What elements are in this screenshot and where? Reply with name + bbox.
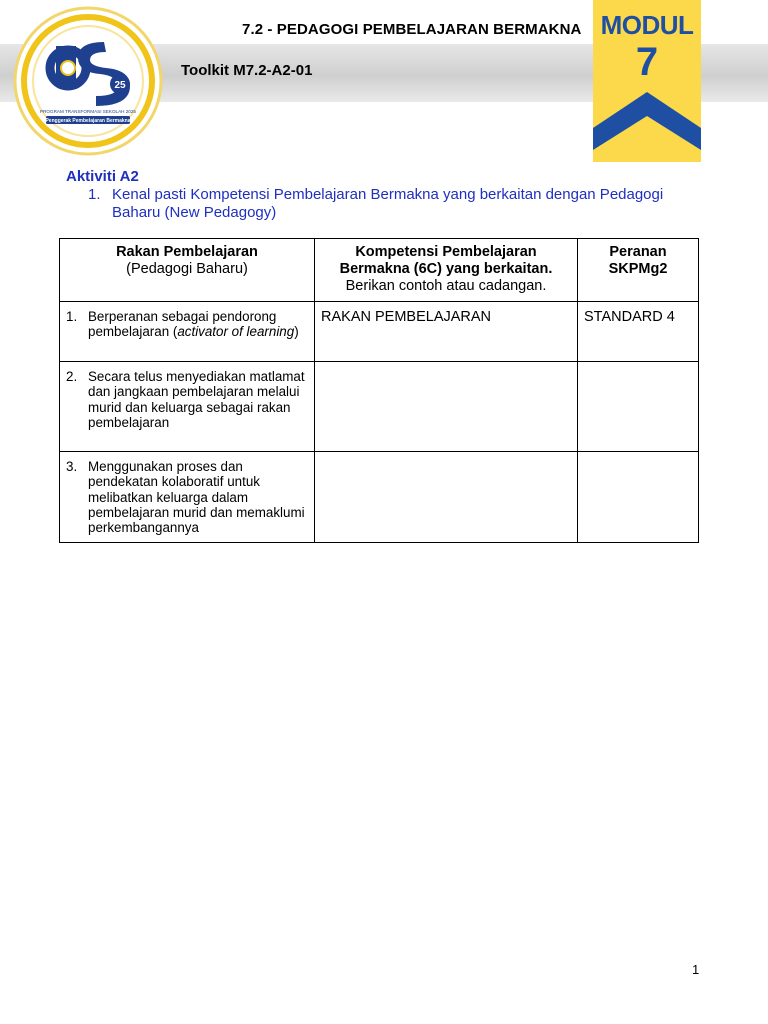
row-2-text: Secara telus menyediakan matlamat dan jangkaan pembelajaran melalui murid dan keluarga sebagai rakan pembelajaran	[88, 369, 305, 430]
row-2-number: 2.	[66, 369, 78, 384]
row-2-role-cell[interactable]	[578, 362, 699, 452]
row-3-role	[578, 452, 698, 466]
activity-item	[66, 186, 706, 222]
row-3-text: Menggunakan proses dan pendekatan kolaboratif untuk melibatkan keluarga dalam pembelajaran murid dan memaklumi perkembangannya	[88, 459, 305, 536]
table-header-row	[60, 239, 699, 302]
row-2-role	[578, 362, 698, 376]
row-3-competency	[315, 452, 577, 466]
row-1-competency: RAKAN PEMBELAJARAN	[321, 309, 492, 325]
activity-section	[66, 168, 706, 222]
header-peranan-bold: Peranan SKPMg2	[608, 244, 668, 277]
chevron-up-icon	[593, 90, 701, 162]
activity-title: Aktiviti A2	[66, 168, 139, 185]
row-3-role-cell[interactable]	[578, 452, 699, 543]
header-peranan	[578, 239, 699, 302]
competency-table	[59, 238, 699, 543]
header-rakan	[60, 239, 315, 302]
row-2-competency-cell[interactable]	[315, 362, 578, 452]
row-3-rakan	[60, 452, 315, 543]
logo-line2: Penggerak Pembelajaran Bermakna	[45, 118, 131, 124]
page-header-title: 7.2 - PEDAGOGI PEMBELAJARAN BERMAKNA	[242, 21, 582, 38]
row-3-competency-cell[interactable]	[315, 452, 578, 543]
modul-badge	[593, 0, 701, 162]
row-1-number: 1.	[66, 309, 78, 324]
header-kompetensi-bold: Kompetensi Pembelajaran Bermakna (6C) yang berkaitan.	[339, 244, 553, 277]
row-1-after: )	[294, 324, 299, 340]
table-row	[60, 362, 699, 452]
row-1-competency-cell[interactable]	[315, 302, 578, 362]
activity-item-text: Kenal pasti Kompetensi Pembelajaran Bermakna yang berkaitan dengan Pedagogi Baharu (New Pedagogy)	[112, 186, 664, 221]
row-3-number: 3.	[66, 459, 78, 474]
header-kompetensi-sub: Berikan contoh atau cadangan.	[345, 278, 547, 294]
table-row	[60, 452, 699, 543]
row-1-text: Berperanan sebagai pendorong pembelajaran (	[88, 309, 277, 340]
header-kompetensi	[315, 239, 578, 302]
modul-badge-number: 7	[635, 40, 659, 84]
row-2-competency	[315, 362, 577, 376]
table-row	[60, 302, 699, 362]
row-1-role-cell[interactable]	[578, 302, 699, 362]
logo-mark-text: 25	[114, 80, 126, 91]
activity-item-number: 1.	[88, 186, 101, 203]
school-transformation-logo	[8, 6, 170, 156]
logo-line1: PROGRAM TRANSFORMASI SEKOLAH 2025	[40, 109, 136, 114]
page-number: 1	[692, 962, 700, 977]
row-1-role: STANDARD 4	[584, 309, 675, 325]
row-2-rakan	[60, 362, 315, 452]
modul-badge-word: MODUL	[600, 10, 694, 40]
row-1-rakan	[60, 302, 315, 362]
header-rakan-sub: (Pedagogi Baharu)	[126, 261, 248, 277]
header-rakan-bold: Rakan Pembelajaran	[116, 244, 258, 260]
toolkit-code: Toolkit M7.2-A2-01	[181, 62, 313, 79]
row-1-italic: activator of learning	[177, 324, 295, 340]
